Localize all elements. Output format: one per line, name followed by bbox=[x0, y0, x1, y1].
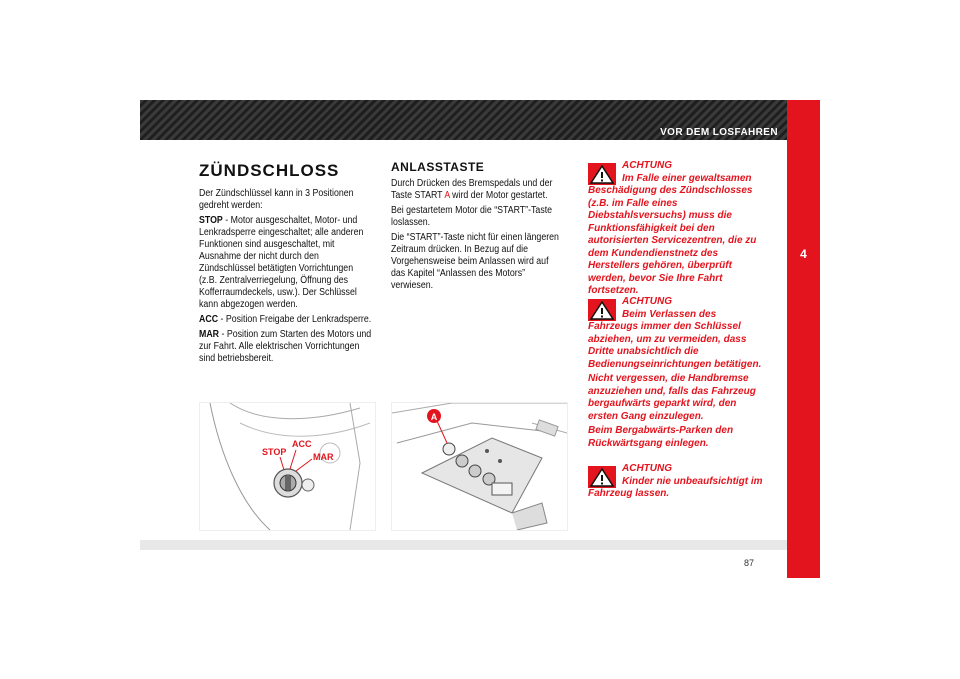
item-mar bbox=[199, 329, 372, 365]
p1-before: Durch Drücken des Bremspedals und der Taste START bbox=[391, 178, 553, 201]
item-stop bbox=[199, 215, 372, 311]
intro-paragraph: Der Zündschlüssel kann in 3 Positionen gedreht werden: bbox=[199, 188, 354, 211]
paragraph-2: Bei gestartetem Motor die “START”-Taste loslassen. bbox=[391, 205, 553, 228]
item-text: - Position zum Starten des Motors und zur Fahrt. Alle elektrischen Vorrichtungen sind betriebsbereit. bbox=[199, 329, 372, 364]
marker-a: A bbox=[444, 190, 450, 201]
warning-text: Kinder nie unbeaufsichtigt im Fahrzeug lassen. bbox=[588, 475, 763, 499]
page-number: 87 bbox=[744, 558, 755, 568]
warning-block-2 bbox=[588, 296, 768, 452]
ignition-illustration bbox=[199, 402, 376, 531]
start-button-illustration bbox=[391, 402, 568, 531]
item-text: - Position Freigabe der Lenkradsperre. bbox=[218, 314, 372, 325]
item-acc bbox=[199, 314, 372, 326]
section-heading: ANLASSTASTE bbox=[391, 160, 485, 174]
ignition-text bbox=[199, 188, 371, 368]
paragraph-3: Die “START”-Taste nicht für einen längeren Zeitraum drücken. In Bezug auf die Vorgehensweise beim Anlassen wird auf das Kapitel “Anlassen des Motors” verwiesen. bbox=[391, 232, 559, 291]
chapter-tab bbox=[787, 100, 820, 578]
warning-text: Im Falle einer gewaltsamen Beschädigung des Zündschlosses (z.B. im Falle eines Diebstahlsversuchs) muss die Funktionsfähigkeit bei den autorisierten Servicezentren, die zu dem Kundendienstnetz des Herstellers gehören, überprüft werden, bevor Sie Ihre Fahrt fortsetzen. bbox=[588, 172, 757, 296]
mar-label: MAR bbox=[313, 452, 334, 462]
acc-label: ACC bbox=[292, 439, 312, 449]
warning-text: Beim Verlassen des Fahrzeugs immer den Schlüssel abziehen, um zu vermeiden, dass Dritte unabsichtlich die Bedienungseinrichtungen betätigen. bbox=[588, 308, 762, 370]
item-key: ACC bbox=[199, 314, 219, 325]
warning-heading: ACHTUNG bbox=[622, 463, 672, 474]
section-title: VOR DEM LOSFAHREN bbox=[660, 127, 778, 138]
chapter-number: 4 bbox=[800, 247, 807, 261]
warning-text: Nicht vergessen, die Handbremse anzuziehen und, falls das Fahrzeug bergaufwärts geparkt wird, den ersten Gang einzulegen. bbox=[588, 373, 756, 422]
ignition-drawing bbox=[200, 403, 375, 530]
page-title: ZÜNDSCHLOSS bbox=[199, 161, 340, 180]
item-key: MAR bbox=[199, 329, 220, 340]
item-key: STOP bbox=[199, 215, 223, 226]
paragraph-1 bbox=[391, 178, 564, 202]
p1-after: wird der Motor gestartet. bbox=[449, 190, 548, 201]
warning-block-1 bbox=[588, 160, 768, 300]
console-drawing bbox=[392, 403, 567, 530]
warning-block-3 bbox=[588, 463, 768, 503]
warning-heading: ACHTUNG bbox=[622, 296, 672, 307]
warning-heading: ACHTUNG bbox=[622, 160, 672, 171]
warning-text: Beim Bergabwärts-Parken den Rückwärtsgang einlegen. bbox=[588, 425, 734, 449]
figure-marker-a: A bbox=[430, 412, 438, 422]
start-button-text bbox=[391, 178, 563, 295]
stop-label: STOP bbox=[262, 447, 287, 457]
footer-strip bbox=[140, 540, 787, 550]
item-text: - Motor ausgeschaltet, Motor- und Lenkradsperre eingeschaltet; alle anderen Funktionen sind ausgeschaltet, mit Ausnahme der nicht durch den Zündschlüssel betätigten Vorrichtungen (z.B. Zentralverriegelung, Öffnung des Kofferraumdeckels, usw.). Der Schlüssel kann abgezogen werden. bbox=[199, 215, 364, 310]
